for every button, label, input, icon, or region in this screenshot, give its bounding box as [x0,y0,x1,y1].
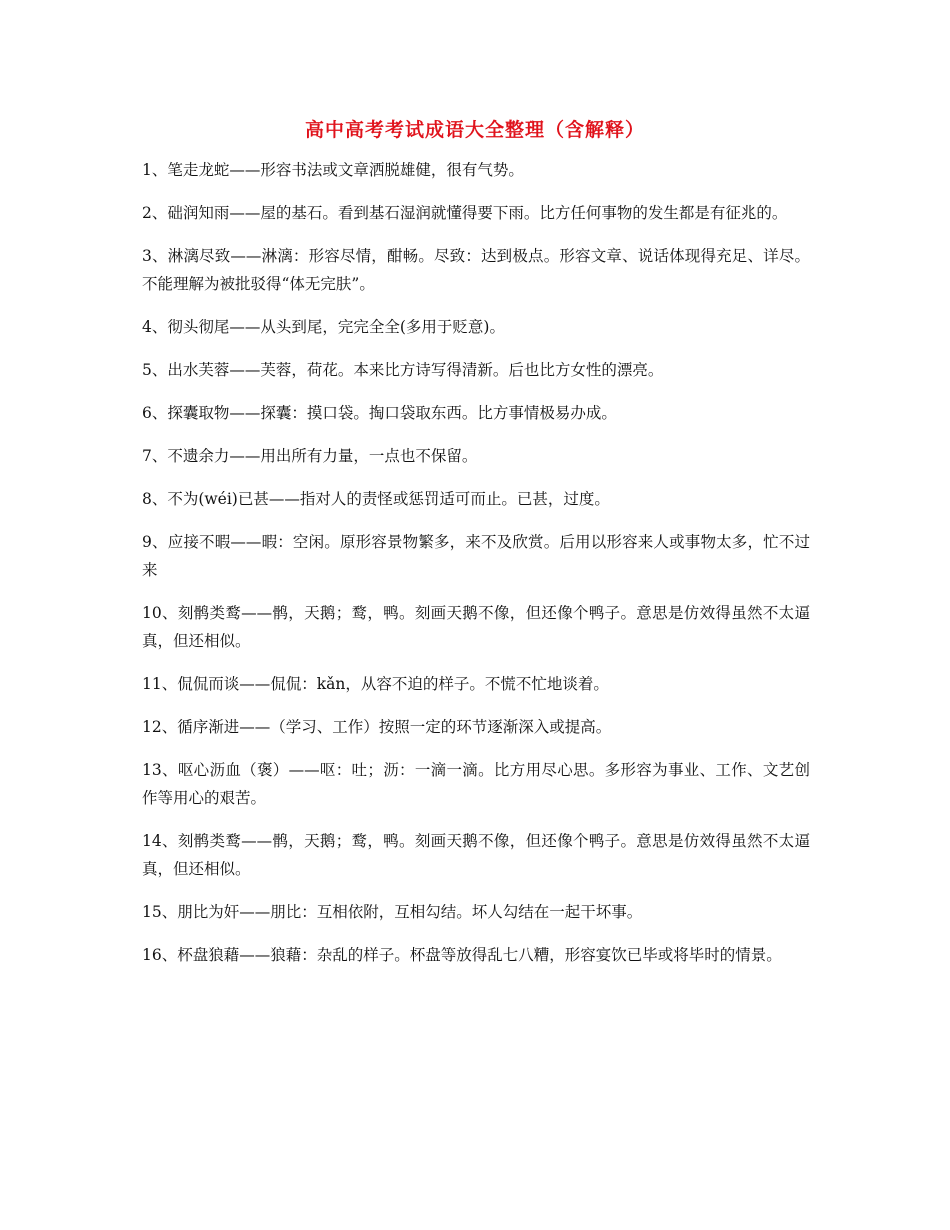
idiom-entry: 6、探囊取物——探囊：摸口袋。掏口袋取东西。比方事情极易办成。 [142,404,617,422]
idiom-entry: 10、刻鹘类鹜——鹘，天鹅；鹜，鸭。刻画天鹅不像，但还像个鸭子。意思是仿效得虽然不太逼真，但还相似。 [142,604,810,650]
idiom-entry: 13、呕心沥血（褒）——呕：吐；沥：一滴一滴。比方用尽心思。多形容为事业、工作、文艺创作等用心的艰苦。 [142,761,810,807]
idiom-list [142,156,810,984]
idiom-entry: 16、杯盘狼藉——狼藉：杂乱的样子。杯盘等放得乱七八糟，形容宴饮已毕或将毕时的情景。 [142,946,782,964]
idiom-entry: 1、笔走龙蛇——形容书法或文章洒脱雄健，很有气势。 [142,161,524,179]
idiom-entry: 5、出水芙蓉——芙蓉，荷花。本来比方诗写得清新。后也比方女性的漂亮。 [142,361,664,379]
idiom-entry: 9、应接不暇——暇：空闲。原形容景物繁多，来不及欣赏。后用以形容来人或事物太多，忙不过来 [142,533,810,579]
document-title: 高中高考考试成语大全整理（含解释） [304,119,645,141]
idiom-entry: 14、刻鹘类鹜——鹘，天鹅；鹜，鸭。刻画天鹅不像，但还像个鸭子。意思是仿效得虽然不太逼真，但还相似。 [142,832,810,878]
idiom-entry: 11、侃侃而谈——侃侃：kǎn，从容不迫的样子。不慌不忙地谈着。 [142,675,609,693]
idiom-entry: 15、朋比为奸——朋比：互相依附，互相勾结。坏人勾结在一起干坏事。 [142,903,643,921]
idiom-entry: 8、不为(wéi)已甚——指对人的责怪或惩罚适可而止。已甚，过度。 [142,490,610,508]
idiom-entry: 3、淋漓尽致——淋漓：形容尽情，酣畅。尽致：达到极点。形容文章、说话体现得充足、详尽。不能理解为被批驳得“体无完肤”。 [142,247,810,293]
idiom-entry: 2、础润知雨——屋的基石。看到基石湿润就懂得要下雨。比方任何事物的发生都是有征兆的。 [142,204,788,222]
idiom-entry: 4、彻头彻尾——从头到尾，完完全全(多用于贬意)。 [142,318,505,336]
idiom-entry: 7、不遗余力——用出所有力量，一点也不保留。 [142,447,478,465]
idiom-entry: 12、循序渐进——（学习、工作）按照一定的环节逐渐深入或提高。 [142,718,612,736]
